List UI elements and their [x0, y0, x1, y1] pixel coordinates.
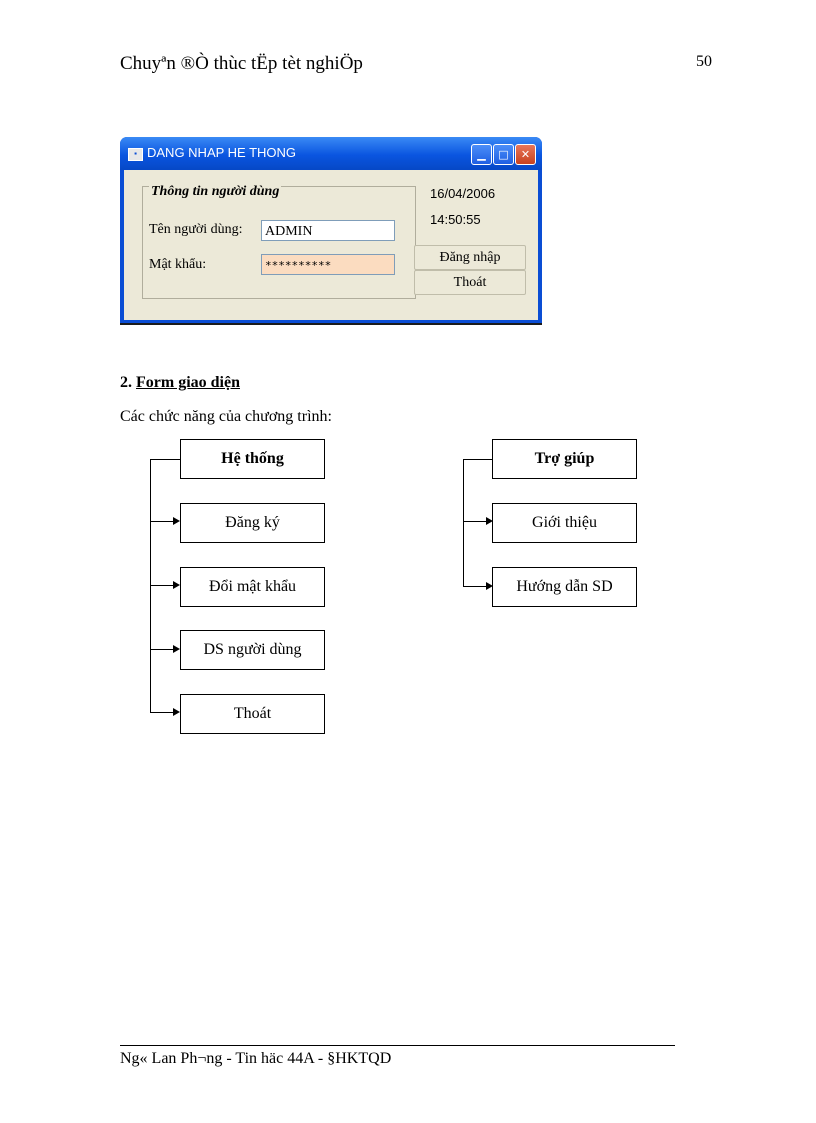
menu-item-about: Giới thiệu	[492, 503, 637, 543]
connector	[463, 459, 492, 460]
page-number: 50	[696, 53, 712, 70]
help-menu-box: Trợ giúp	[492, 439, 637, 479]
system-menu-box: Hệ thống	[180, 439, 325, 479]
user-info-group	[142, 186, 416, 299]
connector	[463, 521, 487, 522]
group-label: Thông tin người dùng	[151, 184, 280, 199]
close-button[interactable]: ✕	[515, 144, 536, 165]
minimize-button[interactable]: ▁	[471, 144, 492, 165]
header-title: Chuyªn ®Ò thùc tËp tèt nghiÖp	[120, 53, 363, 74]
arrow-icon	[173, 581, 180, 589]
section-intro: Các chức năng của chương trình:	[120, 408, 332, 425]
connector	[150, 649, 174, 650]
section-title: Form giao diện	[136, 374, 240, 391]
login-dialog	[120, 137, 542, 324]
username-label: Tên người dùng:	[149, 222, 243, 237]
dialog-body	[124, 170, 538, 320]
connector	[463, 586, 487, 587]
section-heading	[120, 374, 240, 392]
username-input[interactable]: ADMIN	[261, 220, 395, 241]
menu-item-user-guide: Hướng dẫn SD	[492, 567, 637, 607]
dialog-title: DANG NHAP HE THONG	[147, 145, 297, 160]
app-window-icon: ▪	[128, 148, 143, 161]
footer-rule	[120, 1045, 675, 1046]
connector	[150, 585, 174, 586]
menu-item-change-password: Đổi mật khẩu	[180, 567, 325, 607]
connector	[463, 459, 464, 586]
section-number: 2.	[120, 374, 132, 391]
menu-item-exit: Thoát	[180, 694, 325, 734]
password-label: Mật khẩu:	[149, 257, 207, 272]
menu-item-user-list: DS người dùng	[180, 630, 325, 670]
password-input[interactable]: **********	[261, 254, 395, 275]
connector	[150, 521, 174, 522]
connector	[150, 712, 174, 713]
arrow-icon	[173, 708, 180, 716]
dialog-bottom-border	[120, 323, 542, 325]
dialog-titlebar	[120, 137, 542, 170]
arrow-icon	[173, 645, 180, 653]
exit-button[interactable]: Thoát	[414, 270, 526, 295]
arrow-icon	[173, 517, 180, 525]
footer-text: Ng« Lan Ph¬ng - Tin häc 44A - §HKTQD	[120, 1050, 392, 1067]
maximize-button[interactable]: □	[493, 144, 514, 165]
menu-item-register: Đăng ký	[180, 503, 325, 543]
connector	[150, 459, 180, 460]
time-display: 14:50:55	[430, 212, 481, 227]
date-display: 16/04/2006	[430, 186, 496, 201]
login-button[interactable]: Đăng nhập	[414, 245, 526, 270]
